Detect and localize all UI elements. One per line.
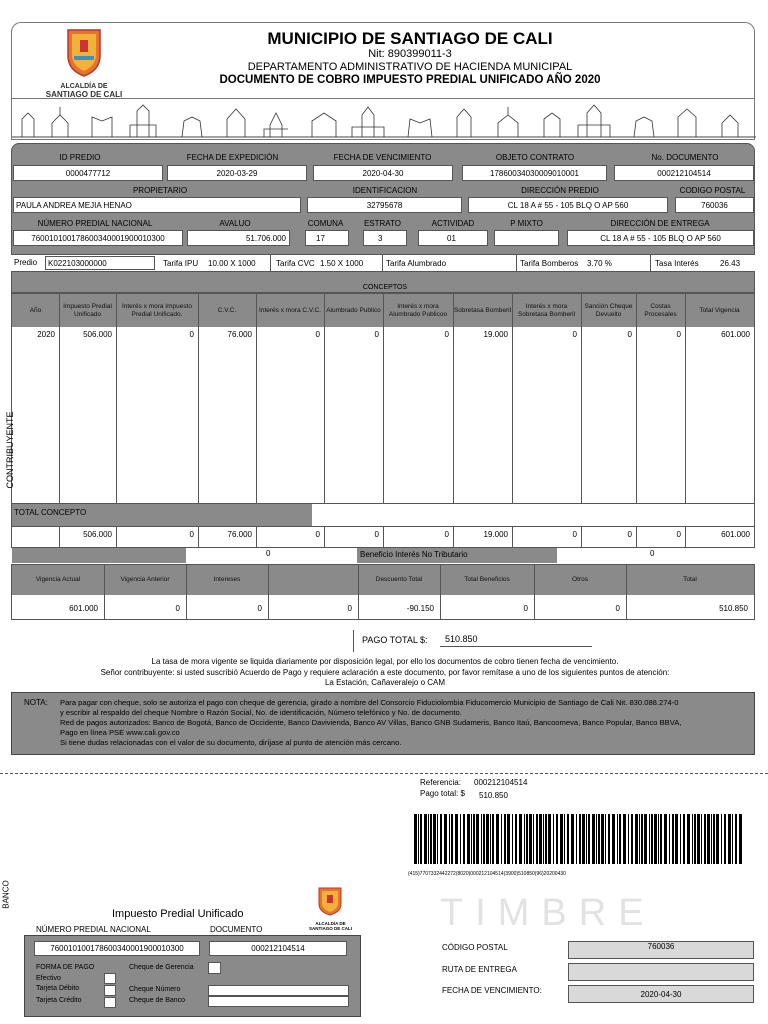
fecha-venc-label: FECHA DE VENCIMIENTO bbox=[333, 153, 432, 162]
pmixto-value bbox=[494, 230, 559, 246]
total-concepto-label: TOTAL CONCEPTO bbox=[14, 508, 87, 517]
no-doc-value: 000212104514 bbox=[614, 165, 754, 181]
barcode-bar bbox=[582, 814, 585, 864]
cheque-banco-label: Cheque de Banco bbox=[129, 997, 186, 1004]
barcode-bar bbox=[596, 814, 597, 864]
cheque-banco-field[interactable] bbox=[208, 996, 349, 1007]
nota-label: NOTA: bbox=[24, 698, 48, 707]
barcode-bar bbox=[467, 814, 470, 864]
no-doc-label: No. DOCUMENTO bbox=[651, 153, 719, 162]
referencia-label: Referencia: bbox=[420, 778, 461, 787]
stub-codigo-postal-label: CÓDIGO POSTAL bbox=[442, 943, 508, 952]
concept-header-cell: Interés x mora C.V.C. bbox=[259, 306, 321, 314]
barcode-bar bbox=[428, 814, 429, 864]
barcode-bar bbox=[533, 814, 534, 864]
tarifa-bomberos-label: Tarifa Bomberos bbox=[520, 259, 579, 268]
barcode-bar bbox=[424, 814, 427, 864]
stub-npn-value: 760010100178600340001900010300 bbox=[34, 941, 200, 956]
barcode-bar bbox=[739, 814, 742, 864]
stub-documento-value: 000212104514 bbox=[209, 941, 347, 956]
notice-line-3: La Estación, Cañaveralejo o CAM bbox=[324, 678, 446, 687]
barcode-bar bbox=[724, 814, 726, 864]
concept-header-cell: Total Vigencia bbox=[699, 306, 740, 314]
concept-row-cell: 0 bbox=[189, 330, 194, 339]
tarifa-ipu-value: 10.00 X 1000 bbox=[208, 259, 256, 268]
dir-entrega-value: CL 18 A # 55 - 105 BLQ O AP 560 bbox=[567, 230, 754, 246]
concept-header-cell: Alumbrado Publico bbox=[326, 306, 381, 314]
barcode-bar bbox=[639, 814, 640, 864]
barcode-bar bbox=[524, 814, 525, 864]
nota-line: Para pagar con cheque, solo se autoriza el pago con cheque de gerencia, girado a nombre del Consorcio Fiduciolombia Fiducomercio Municipio de Santiago de Cali Nit. 830.088.274-0 bbox=[60, 698, 679, 707]
direccion-value: CL 18 A # 55 - 105 BLQ O AP 560 bbox=[468, 197, 668, 213]
resumen-header-cell: Vigencia Actual bbox=[35, 576, 81, 583]
banco-side-label: BANCO bbox=[1, 880, 11, 909]
tarifa-ipu-label: Tarifa IPU bbox=[163, 259, 199, 268]
barcode-bar bbox=[504, 814, 506, 864]
total-row-cell: 0 bbox=[572, 530, 577, 539]
npn-label: NÚMERO PREDIAL NACIONAL bbox=[37, 219, 153, 228]
codigo-postal-value: 760036 bbox=[675, 197, 754, 213]
total-row-cell: 0 bbox=[627, 530, 632, 539]
barcode-bar bbox=[635, 814, 638, 864]
resumen-value-cell: 0 bbox=[615, 604, 620, 613]
barcode-bar bbox=[483, 814, 485, 864]
barcode-bar bbox=[567, 814, 569, 864]
barcode-bar bbox=[651, 814, 653, 864]
concept-row-cell: 0 bbox=[572, 330, 577, 339]
barcode-bar bbox=[430, 814, 432, 864]
barcode-bar bbox=[707, 814, 710, 864]
tarjeta-credito-label: Tarjeta Crédito bbox=[36, 997, 82, 1004]
resumen-header-cell: Total bbox=[683, 576, 697, 583]
beneficio-label: Beneficio Interés No Tributario bbox=[360, 550, 468, 559]
barcode-bar bbox=[649, 814, 650, 864]
concept-row-cell: 0 bbox=[627, 330, 632, 339]
estrato-label: ESTRATO bbox=[363, 219, 402, 228]
barcode-bar bbox=[476, 814, 479, 864]
barcode-bar bbox=[471, 814, 472, 864]
barcode-bar bbox=[658, 814, 659, 864]
concept-header-cell: C.V.C. bbox=[217, 306, 237, 314]
total-row-cell: 506.000 bbox=[83, 530, 112, 539]
barcode-bar bbox=[545, 814, 547, 864]
predio-label: Predio bbox=[14, 258, 38, 267]
predio-value: K022103000000 bbox=[45, 256, 155, 270]
logo-text-2: SANTIAGO DE CALI bbox=[45, 90, 123, 99]
resumen-header-cell: Descuento Total bbox=[375, 576, 423, 583]
barcode-bar bbox=[601, 814, 604, 864]
barcode-bar bbox=[631, 814, 633, 864]
id-predio-label: ID PREDIO bbox=[59, 153, 101, 162]
header-title: MUNICIPIO DE SANTIAGO DE CALI bbox=[267, 29, 553, 48]
barcode-bar bbox=[496, 814, 499, 864]
total-row-cell: 0 bbox=[444, 530, 449, 539]
barcode-bar bbox=[536, 814, 538, 864]
npn-value: 760010100178600340001900010300 bbox=[13, 230, 183, 246]
barcode-bar bbox=[515, 814, 517, 864]
tarjeta-credito-checkbox[interactable] bbox=[104, 997, 116, 1008]
barcode-bar bbox=[654, 814, 657, 864]
barcode-bar bbox=[560, 814, 563, 864]
barcode-bar bbox=[507, 814, 510, 864]
nota-line: Pago en línea PSE www.cali.gov.co bbox=[60, 728, 180, 737]
barcode-bar bbox=[418, 814, 419, 864]
barcode-bar bbox=[669, 814, 670, 864]
concept-row-cell: 76.000 bbox=[227, 330, 252, 339]
nota-line: y escribir al respaldo del cheque Nombre o Razón Social, No. de identificación, Número telefónico y No. de documento. bbox=[60, 708, 462, 717]
resumen-value-cell: 0 bbox=[175, 604, 180, 613]
direccion-label: DIRECCIÓN PREDIO bbox=[521, 186, 599, 195]
nota-line: Si tiene dudas relacionadas con el valor de su documento, diríjase al punto de atención más cercano. bbox=[60, 738, 402, 747]
pago-total-label: PAGO TOTAL $: bbox=[362, 635, 428, 645]
concept-row-cell: 601.000 bbox=[721, 330, 750, 339]
barcode-bar bbox=[644, 814, 647, 864]
barcode-bar bbox=[576, 814, 577, 864]
resumen-value-cell: 0 bbox=[257, 604, 262, 613]
barcode-bar bbox=[683, 814, 685, 864]
total-row-cell: 19.000 bbox=[483, 530, 508, 539]
barcode-bar bbox=[660, 814, 662, 864]
resumen-header-cell bbox=[268, 566, 358, 594]
barcode-bar bbox=[420, 814, 422, 864]
cut-line bbox=[0, 773, 768, 774]
total-row-cell: 0 bbox=[374, 530, 379, 539]
barcode-bar bbox=[728, 814, 731, 864]
barcode-bar bbox=[694, 814, 696, 864]
identificacion-value: 32795678 bbox=[307, 197, 462, 213]
barcode-bar bbox=[460, 814, 461, 864]
pago-total-value: 510.850 bbox=[445, 634, 478, 644]
concept-row-cell: 506.000 bbox=[83, 330, 112, 339]
concept-row-cell: 19.000 bbox=[483, 330, 508, 339]
city-logo bbox=[38, 26, 130, 99]
total-row-cell: 0 bbox=[676, 530, 681, 539]
pmixto-label: P MIXTO bbox=[510, 219, 543, 228]
tarifa-cvc-label: Tarifa CVC bbox=[276, 259, 315, 268]
contribuyente-side-label: CONTRIBUYENTE bbox=[5, 411, 15, 489]
tasa-interes-label: Tasa Interés bbox=[655, 259, 699, 268]
barcode-bar bbox=[486, 814, 489, 864]
ipu-title: Impuesto Predial Unificado bbox=[112, 908, 244, 920]
id-predio-value: 0000477712 bbox=[13, 165, 163, 181]
beneficio-right-value: 0 bbox=[650, 549, 655, 558]
forma-pago-label: FORMA DE PAGO bbox=[36, 964, 95, 971]
barcode-bar bbox=[623, 814, 626, 864]
concept-row-cell: 0 bbox=[676, 330, 681, 339]
barcode-bar bbox=[687, 814, 690, 864]
barcode-bar bbox=[451, 814, 453, 864]
barcode-bar bbox=[490, 814, 491, 864]
barcode-bar bbox=[455, 814, 458, 864]
barcode bbox=[414, 814, 744, 864]
tarjeta-debito-label: Tarjeta Débito bbox=[36, 985, 80, 992]
barcode-bar bbox=[732, 814, 733, 864]
barcode-bar bbox=[579, 814, 581, 864]
barcode-text: (415)7707332442272(8020)000212104514(3900)510850(96)20200430 bbox=[408, 871, 566, 877]
barcode-bar bbox=[539, 814, 542, 864]
resumen-value-cell: 601.000 bbox=[69, 604, 98, 613]
total-row-cell: 0 bbox=[189, 530, 194, 539]
resumen-value-cell: -90.150 bbox=[406, 604, 434, 613]
barcode-bar bbox=[414, 814, 417, 864]
estrato-value: 3 bbox=[363, 230, 407, 246]
pago-total-stub-label: Pago total: $ bbox=[420, 789, 465, 798]
cheque-gerencia-checkbox[interactable] bbox=[208, 962, 221, 974]
concept-row-cell: 0 bbox=[315, 330, 320, 339]
tarifa-cvc-value: 1.50 X 1000 bbox=[320, 259, 364, 268]
cheque-numero-field[interactable] bbox=[208, 985, 349, 996]
barcode-bar bbox=[598, 814, 600, 864]
barcode-bar bbox=[735, 814, 737, 864]
stub-fecha-venc-label: FECHA DE VENCIMIENTO: bbox=[442, 986, 542, 995]
barcode-bar bbox=[605, 814, 606, 864]
resumen-value-cell: 0 bbox=[347, 604, 352, 613]
barcode-bar bbox=[628, 814, 629, 864]
pago-total-stub-value: 510.850 bbox=[479, 791, 508, 800]
barcode-bar bbox=[553, 814, 554, 864]
barcode-bar bbox=[592, 814, 595, 864]
stub-logo-text-2: SANTIAGO DE CALI bbox=[308, 926, 352, 931]
concept-header-cell: Año bbox=[29, 306, 42, 314]
notice-line-1: La tasa de mora vigente se liquida diariamente por disposición legal, por ello los documentos de cobro tienen fecha de vencimiento. bbox=[151, 657, 619, 666]
avaluo-label: AVALUO bbox=[219, 219, 251, 228]
header-dept: DEPARTAMENTO ADMINISTRATIVO DE HACIENDA MUNICIPAL bbox=[247, 61, 573, 73]
stub-logo bbox=[303, 886, 358, 930]
concept-row-cell: 0 bbox=[374, 330, 379, 339]
efectivo-label: Efectivo bbox=[36, 975, 61, 982]
nota-line: Red de pagos autorizados: Banco de Bogotá, Banco de Occidente, Banco Davivienda, Banco AV Villas, Banco GNB Sudameris, Banco Itaú, Bancoomeva, Banco Popular, Banco BBVA, bbox=[60, 718, 682, 727]
barcode-bar bbox=[608, 814, 610, 864]
resumen-header-cell: Total Beneficios bbox=[464, 576, 510, 583]
barcode-bar bbox=[588, 814, 590, 864]
barcode-bar bbox=[556, 814, 558, 864]
barcode-bar bbox=[721, 814, 722, 864]
objeto-value: 17860034030009010001 bbox=[462, 165, 607, 181]
barcode-bar bbox=[716, 814, 719, 864]
barcode-bar bbox=[680, 814, 681, 864]
tarifa-alumbrado-label: Tarifa Alumbrado bbox=[386, 259, 447, 268]
barcode-bar bbox=[711, 814, 712, 864]
barcode-bar bbox=[564, 814, 565, 864]
concept-row-cell: 2020 bbox=[37, 330, 55, 339]
barcode-bar bbox=[519, 814, 522, 864]
barcode-bar bbox=[619, 814, 621, 864]
barcode-bar bbox=[675, 814, 678, 864]
barcode-bar bbox=[440, 814, 442, 864]
logo-text-1: ALCALDÍA DE bbox=[60, 83, 108, 90]
barcode-bar bbox=[571, 814, 574, 864]
stub-npn-label: NÚMERO PREDIAL NACIONAL bbox=[36, 925, 151, 934]
cheque-numero-label: Cheque Número bbox=[129, 986, 181, 993]
barcode-bar bbox=[704, 814, 706, 864]
tarifa-bomberos-value: 3.70 % bbox=[587, 259, 612, 268]
barcode-bar bbox=[473, 814, 475, 864]
beneficio-bar bbox=[12, 548, 186, 563]
concept-header-cell: Interés x mora Impuesto Predial Unificado. bbox=[121, 302, 193, 318]
barcode-bar bbox=[501, 814, 502, 864]
timbre-watermark: TIMBRE bbox=[440, 892, 656, 934]
barcode-bar bbox=[641, 814, 643, 864]
total-row-cell: 601.000 bbox=[721, 530, 750, 539]
barcode-bar bbox=[664, 814, 667, 864]
barcode-bar bbox=[437, 814, 438, 864]
stub-ruta-value bbox=[568, 963, 754, 981]
barcode-bar bbox=[492, 814, 494, 864]
cheque-gerencia-label: Cheque de Gerencia bbox=[129, 964, 194, 971]
actividad-value: 01 bbox=[418, 230, 488, 246]
tasa-interes-value: 26.43 bbox=[720, 259, 741, 268]
barcode-bar bbox=[512, 814, 513, 864]
city-skyline-illustration bbox=[11, 98, 755, 140]
actividad-label: ACTIVIDAD bbox=[431, 219, 475, 228]
concept-header-cell: Interés x mora Alumbrado Publicoo bbox=[388, 302, 448, 318]
stub-documento-label: DOCUMENTO bbox=[210, 925, 263, 934]
objeto-label: OBJETO CONTRATO bbox=[495, 153, 575, 162]
propietario-label: PROPIETARIO bbox=[132, 186, 188, 195]
dir-entrega-label: DIRECCIÓN DE ENTREGA bbox=[610, 219, 710, 228]
total-row-cell: 76.000 bbox=[227, 530, 252, 539]
barcode-bar bbox=[617, 814, 618, 864]
barcode-bar bbox=[701, 814, 702, 864]
barcode-bar bbox=[449, 814, 450, 864]
identificacion-label: IDENTIFICACION bbox=[352, 186, 418, 195]
concept-row-cell: 0 bbox=[444, 330, 449, 339]
barcode-bar bbox=[481, 814, 482, 864]
stub-fecha-venc-value: 2020-04-30 bbox=[568, 985, 754, 1003]
fecha-exp-label: FECHA DE EXPEDICIÓN bbox=[186, 153, 279, 162]
propietario-value: PAULA ANDREA MEJIA HENAO bbox=[13, 197, 301, 213]
resumen-header-cell: Intereses bbox=[213, 576, 241, 583]
codigo-postal-label: CODIGO POSTAL bbox=[679, 186, 746, 195]
resumen-value-cell: 0 bbox=[523, 604, 528, 613]
fecha-exp-value: 2020-03-29 bbox=[167, 165, 307, 181]
tarjeta-debito-checkbox[interactable] bbox=[104, 985, 116, 996]
referencia-value: 000212104514 bbox=[474, 778, 528, 787]
concept-header-cell: Impuesto Predial Unificado bbox=[63, 302, 112, 318]
barcode-bar bbox=[543, 814, 544, 864]
barcode-bar bbox=[463, 814, 465, 864]
total-row-cell: 0 bbox=[315, 530, 320, 539]
barcode-bar bbox=[526, 814, 528, 864]
barcode-bar bbox=[548, 814, 551, 864]
resumen-value-cell: 510.850 bbox=[719, 604, 748, 613]
barcode-bar bbox=[672, 814, 674, 864]
header-doc-title: DOCUMENTO DE COBRO IMPUESTO PREDIAL UNIFICADO AÑO 2020 bbox=[219, 74, 601, 86]
stub-logo-text-1: ALCALDÍA DE bbox=[315, 921, 346, 926]
resumen-header-cell: Vigencia Anterior bbox=[120, 576, 170, 583]
stub-codigo-postal-value: 760036 bbox=[568, 941, 754, 959]
concept-header-cell: Interés x mora Sobretasa Bomberil bbox=[517, 302, 576, 318]
barcode-bar bbox=[529, 814, 532, 864]
stub-ruta-label: RUTA DE ENTREGA bbox=[442, 965, 517, 974]
barcode-bar bbox=[713, 814, 715, 864]
beneficio-left-value: 0 bbox=[266, 549, 271, 558]
header-nit: Nit: 890399011-3 bbox=[368, 48, 452, 60]
comuna-value: 17 bbox=[305, 230, 349, 246]
fecha-venc-value: 2020-04-30 bbox=[313, 165, 453, 181]
barcode-bar bbox=[444, 814, 447, 864]
efectivo-checkbox[interactable] bbox=[104, 973, 116, 984]
concept-header-cell: Sanción Cheque Devuelto bbox=[584, 302, 633, 318]
comuna-label: COMUNA bbox=[307, 219, 344, 228]
barcode-bar bbox=[697, 814, 700, 864]
barcode-bar bbox=[433, 814, 436, 864]
concept-header-cell: Sobretasa Bomberil bbox=[453, 306, 512, 314]
concept-header-cell: Costas Procesales bbox=[644, 302, 677, 318]
resumen-header-cell: Otros bbox=[572, 576, 588, 583]
notice-line-2: Señor contribuyente: si usted suscribió Acuerdo de Pago y requiere aclaración a este documento, por favor remítase a uno de los siguientes puntos de atención: bbox=[100, 668, 670, 677]
barcode-bar bbox=[692, 814, 693, 864]
barcode-bar bbox=[612, 814, 615, 864]
barcode-bar bbox=[586, 814, 587, 864]
avaluo-value: 51.706.000 bbox=[187, 230, 290, 246]
conceptos-title: CONCEPTOS bbox=[362, 284, 408, 291]
